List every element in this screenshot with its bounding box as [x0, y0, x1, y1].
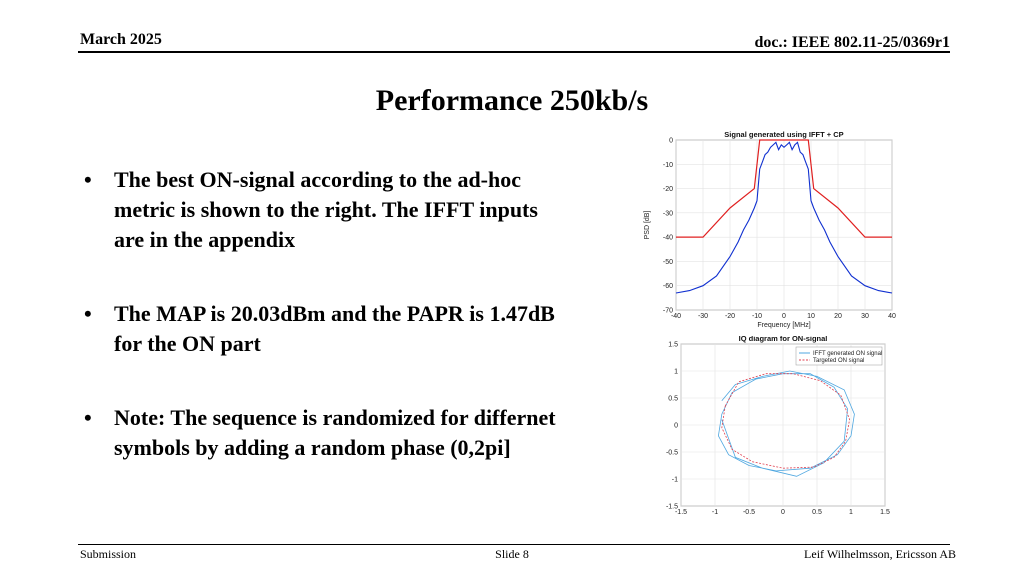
header-doc-id: doc.: IEEE 802.11-25/0369r1: [754, 34, 950, 51]
legend-label: IFFT generated ON signal: [813, 351, 883, 358]
x-tick-label: -1.5: [674, 509, 688, 516]
bullet-item: [82, 165, 562, 255]
x-tick-label: 0: [781, 509, 785, 516]
x-tick-label: 40: [888, 313, 896, 320]
y-tick-label: -40: [662, 234, 673, 242]
x-tick-label: 1.5: [880, 509, 890, 516]
y-tick-label: -1.5: [665, 503, 678, 511]
bullet-text: The MAP is 20.03dBm and the PAPR is 1.47dB for the ON part: [114, 301, 555, 356]
y-tick-label: 0: [674, 422, 678, 430]
slide-title: Performance 250kb/s: [375, 84, 649, 117]
y-tick-label: -50: [662, 258, 673, 266]
footer-submission: Submission: [80, 547, 137, 561]
x-tick-label: 0.5: [812, 509, 822, 516]
y-tick-label: -60: [662, 283, 673, 291]
header-divider: [78, 51, 950, 53]
iq-chart: [645, 336, 895, 522]
x-tick-label: -30: [697, 313, 709, 320]
bullet-list: [82, 165, 562, 507]
header-date: March 2025: [80, 31, 162, 48]
x-tick-label: 20: [834, 313, 842, 320]
bullet-text: The best ON-signal according to the ad-hoc metric is shown to the right. The IFFT inputs are in the appendix: [114, 167, 538, 252]
y-tick-label: 0.5: [668, 395, 678, 403]
x-tick-label: -20: [724, 313, 736, 320]
x-tick-label: 0: [782, 313, 786, 320]
x-tick-label: -10: [751, 313, 763, 320]
bullet-icon: •: [84, 301, 92, 326]
y-tick-label: -70: [662, 307, 673, 315]
y-tick-label: -20: [662, 186, 673, 194]
bullet-item: [82, 403, 562, 463]
bullet-item: [82, 299, 562, 359]
x-tick-label: -1: [711, 509, 719, 516]
footer-divider: [78, 544, 950, 545]
bullet-text: Note: The sequence is randomized for differnet symbols by adding a random phase (0,2pi]: [114, 405, 556, 460]
x-axis-label: Frequency [MHz]: [757, 322, 811, 329]
y-tick-label: 1: [674, 368, 678, 376]
y-tick-label: 0: [669, 137, 673, 145]
x-tick-label: 30: [861, 313, 869, 320]
x-tick-label: 1: [849, 509, 853, 516]
footer-author: Leif Wilhelmsson, Ericsson AB: [804, 547, 956, 561]
y-axis-label: PSD [dB]: [644, 210, 651, 240]
chart-title: IQ diagram for ON-signal: [738, 336, 828, 343]
bullet-icon: •: [84, 405, 92, 430]
y-tick-label: -0.5: [665, 449, 678, 457]
x-tick-label: 10: [807, 313, 815, 320]
footer-slide-number: Slide 8: [495, 547, 529, 561]
x-tick-label: -0.5: [742, 509, 756, 516]
legend-label: Targeted ON signal: [813, 358, 865, 365]
y-tick-label: -10: [662, 161, 673, 169]
x-tick-label: -40: [670, 313, 682, 320]
bullet-icon: •: [84, 167, 92, 192]
chart-title: Signal generated using IFFT + CP: [724, 130, 844, 139]
y-tick-label: -30: [662, 210, 673, 218]
y-tick-label: 1.5: [668, 341, 678, 349]
psd-chart: [640, 126, 902, 334]
y-tick-label: -1: [671, 476, 678, 484]
